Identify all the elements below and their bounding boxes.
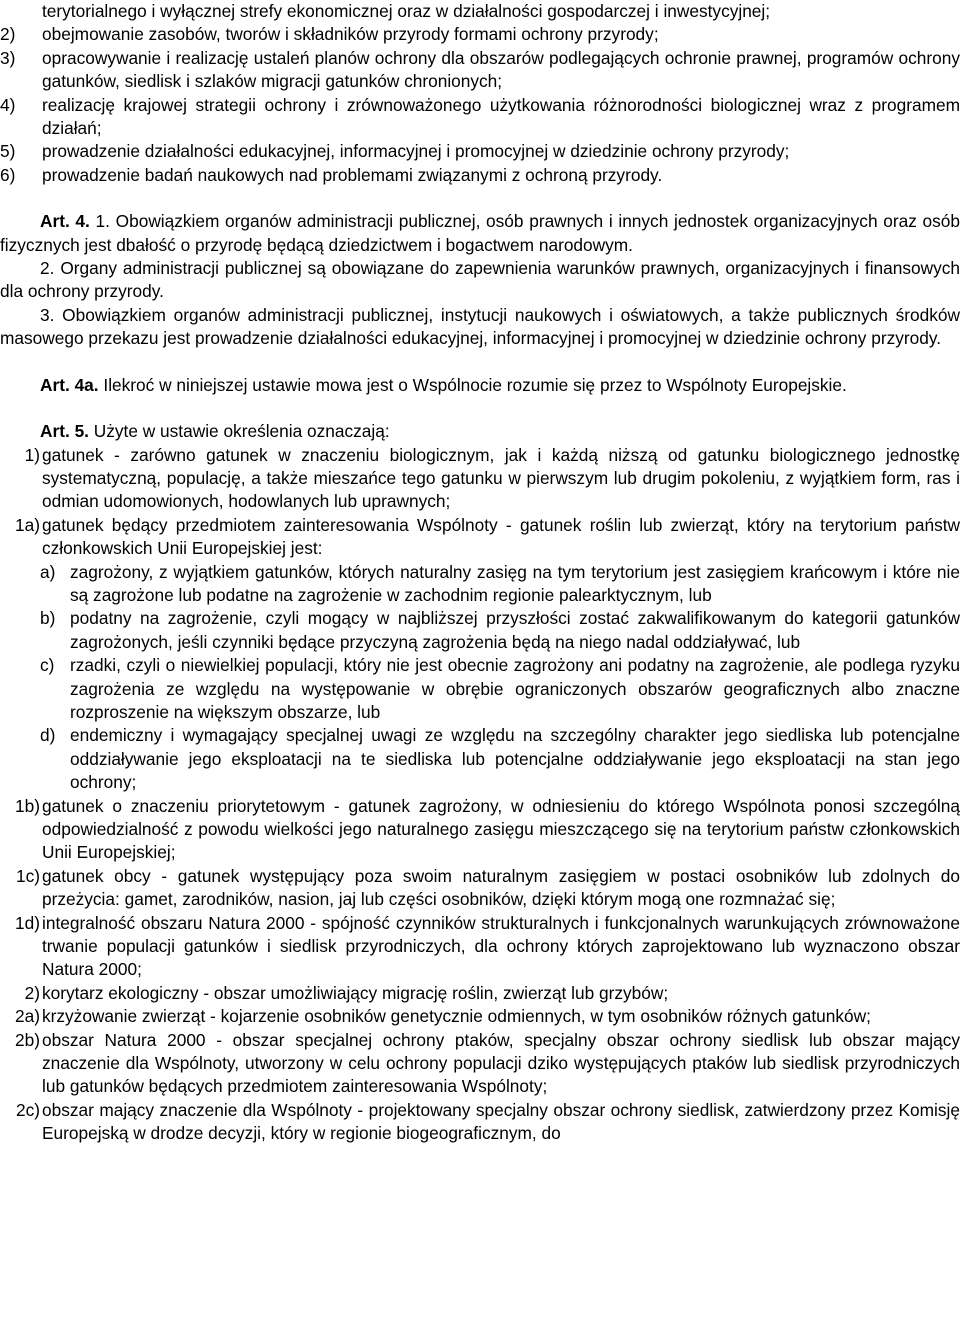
definition-number: 2b) <box>15 1029 40 1050</box>
definition-text: obszar mający znaczenie dla Wspólnoty - projektowany specjalny obszar ochrony siedlisk, zatwierdzony przez Komisję Europejską w drodze decyzji, który w regionie biogeograficznym, do <box>42 1099 960 1144</box>
subdefinition-number: b) <box>40 608 56 629</box>
definition-item <box>0 795 960 865</box>
definition-item <box>0 444 960 514</box>
definition-number: 1a) <box>15 514 40 535</box>
article-4-p3-number: 3. <box>40 304 55 325</box>
top-list-text: terytorialnego i wyłącznej strefy ekonomicznej oraz w działalności gospodarczej i inwestycyjnej; <box>42 1 771 21</box>
definition-item <box>0 1099 960 1146</box>
article-4-p2-number: 2. <box>40 258 55 279</box>
definition-number: 1b) <box>15 795 40 816</box>
subdefinition-number: c) <box>40 655 55 676</box>
article-5-intro <box>0 420 960 443</box>
definition-text: korytarz ekologiczny - obszar umożliwiający migrację roślin, zwierząt lub grzybów; <box>42 982 669 1003</box>
definition-text: gatunek będący przedmiotem zainteresowania Wspólnoty - gatunek roślin lub zwierząt, który na terytorium państw członkowskich Unii Europejskiej jest: <box>42 514 960 559</box>
top-list <box>0 0 960 187</box>
top-list-item <box>0 140 960 163</box>
top-list-text: realizację krajowej strategii ochrony i zrównoważonego użytkowania różnorodności biologicznej wraz z programem działań; <box>42 94 960 139</box>
article-4a-text: Ilekroć w niniejszej ustawie mowa jest o Wspólnocie rozumie się przez to Wspólnoty Europejskie. <box>103 374 847 395</box>
top-list-text: prowadzenie działalności edukacyjnej, informacyjnej i promocyjnej w dziedzinie ochrony przyrody; <box>42 141 790 162</box>
definition-text: gatunek o znaczeniu priorytetowym - gatunek zagrożony, w odniesieniu do którego Wspólnota ponosi szczególną odpowiedzialność z powodu wielkości jego naturalnego zasięgu mieszczącego się na terytorium państw członkowskich Unii Europejskiej; <box>42 795 960 863</box>
top-list-item <box>0 0 960 23</box>
subdefinition-item <box>0 724 960 794</box>
article-4-p1-number: 1. <box>95 211 110 232</box>
article-5-definitions-continued <box>0 795 960 1146</box>
subdefinition-item <box>0 654 960 724</box>
article-4a-label: Art. 4a. <box>40 374 99 395</box>
article-4-p1-text: Obowiązkiem organów administracji publicznej, osób prawnych i innych jednostek organizacyjnych oraz osób fizycznych jest dbałość o przyrodę będącą dziedzictwem i bogactwem narodowym. <box>0 211 960 255</box>
article-4 <box>0 210 960 350</box>
definition-item <box>0 514 960 561</box>
top-list-text: opracowywanie i realizację ustaleń planów ochrony dla obszarów podlegających ochronie prawnej, programów ochrony gatunków, siedlisk i szlaków migracji gatunków chronionych; <box>42 47 960 92</box>
subdefinition-text: endemiczny i wymagający specjalnej uwagi ze względu na szczególny charakter jego siedliska lub potencjalne oddziaływanie jego eksploatacji na te siedliska lub potencjalne oddziaływanie jego eksploatacji na stan jego ochrony; <box>70 725 960 793</box>
top-list-number <box>0 0 40 23</box>
subdefinition-text: rzadki, czyli o niewielkiej populacji, który nie jest obecnie zagrożony ani podatny na zagrożenie, ale podlega ryzyku zagrożenia ze względu na występowanie w obrębie ograniczonych obszarów geograficznych albo znaczne rozproszenie na większym obszarze, lub <box>70 655 960 722</box>
article-4-p2-text: Organy administracji publicznej są obowiązane do zapewnienia warunków prawnych, organizacyjnych i finansowych dla ochrony przyrody. <box>0 258 960 302</box>
article-4-p3-text: Obowiązkiem organów administracji publicznej, instytucji naukowych i oświatowych, a także publicznych środków masowego przekazu jest prowadzenie działalności edukacyjnej, informacyjnej i promocyjnej w dziedzinie ochrony przyrody. <box>0 304 960 349</box>
top-list-item <box>0 164 960 187</box>
article-5-intro-text: Użyte w ustawie określenia oznaczają: <box>93 421 390 442</box>
subdefinition-number: d) <box>40 725 56 746</box>
definition-number: 1d) <box>15 912 40 933</box>
definition-text: obszar Natura 2000 - obszar specjalnej ochrony ptaków, specjalny obszar ochrony siedlisk lub obszar mający znaczenie dla Wspólnoty, utworzony w celu ochrony populacji dziko występujących ptaków lub siedlisk przyrodniczych lub gatunków będących przedmiotem zainteresowania Wspólnoty; <box>42 1029 960 1097</box>
article-5-definitions <box>0 444 960 561</box>
top-list-item <box>0 47 960 94</box>
top-list-item <box>0 94 960 141</box>
subdefinition-text: zagrożony, z wyjątkiem gatunków, których naturalny zasięg na tym terytorium jest zasięgiem krańcowym i które nie są zagrożone lub podatne na zagrożenie w zachodnim regionie palearktycznym, lub <box>70 561 960 605</box>
definition-number: 2) <box>24 982 40 1003</box>
top-list-number: 2) <box>0 24 16 45</box>
top-list-text: prowadzenie badań naukowych nad problemami związanymi z ochroną przyrody. <box>42 164 663 185</box>
definition-number: 2c) <box>15 1099 40 1120</box>
definition-item <box>0 1029 960 1099</box>
article-4a-paragraph <box>0 374 960 397</box>
definition-text: gatunek obcy - gatunek występujący poza swoim naturalnym zasięgiem w postaci osobników lub zdolnych do przeżycia: gamet, zarodników, nasion, jaj lub części osobników, dzięki którym mogą one rozmnażać się; <box>42 865 960 910</box>
article-5-label: Art. 5. <box>40 421 89 442</box>
top-list-number: 3) <box>0 47 16 68</box>
subdefinition-item <box>0 607 960 654</box>
subdefinition-number: a) <box>40 561 56 582</box>
article-4-paragraph-2 <box>0 257 960 304</box>
top-list-number: 6) <box>0 164 16 185</box>
article-4-paragraph-1 <box>0 210 960 257</box>
top-list-text: obejmowanie zasobów, tworów i składników przyrody formami ochrony przyrody; <box>42 24 659 45</box>
top-list-number: 4) <box>0 94 16 115</box>
definition-item <box>0 912 960 982</box>
definition-item <box>0 865 960 912</box>
article-5-subdefinitions <box>0 561 960 795</box>
subdefinition-text: podatny na zagrożenie, czyli mogący w najbliższej przyszłości zostać zakwalifikowanym do kategorii gatunków zagrożonych, jeśli czynniki będące przyczyną zagrożenia będą na niego nadal oddziaływać, lub <box>70 608 960 652</box>
top-list-number: 5) <box>0 141 16 162</box>
definition-number: 1c) <box>15 865 40 886</box>
definition-item <box>0 1005 960 1028</box>
article-4-paragraph-3 <box>0 304 960 351</box>
definition-number: 2a) <box>15 1006 40 1027</box>
subdefinition-item <box>0 561 960 608</box>
article-4a <box>0 374 960 397</box>
definition-number: 1) <box>24 444 40 465</box>
article-4-label: Art. 4. <box>40 211 90 232</box>
definition-text: krzyżowanie zwierząt - kojarzenie osobników genetycznie odmiennych, w tym osobników różnych gatunków; <box>42 1006 871 1027</box>
top-list-item <box>0 23 960 46</box>
definition-text: integralność obszaru Natura 2000 - spójność czynników strukturalnych i funkcjonalnych warunkujących zrównoważone trwanie populacji gatunków i siedlisk przyrodniczych, dla ochrony których zaprojektowano lub wyznaczono obszar Natura 2000; <box>42 912 960 980</box>
definition-item <box>0 982 960 1005</box>
definition-text: gatunek - zarówno gatunek w znaczeniu biologicznym, jak i każdą niższą od gatunku biologicznego jednostkę systematyczną, populację, a także mieszańce tego gatunku w pierwszym lub drugim pokoleniu, z wyjątkiem form, ras i odmian udomowionych, hodowlanych lub uprawnych; <box>42 444 960 512</box>
article-5 <box>0 420 960 1146</box>
